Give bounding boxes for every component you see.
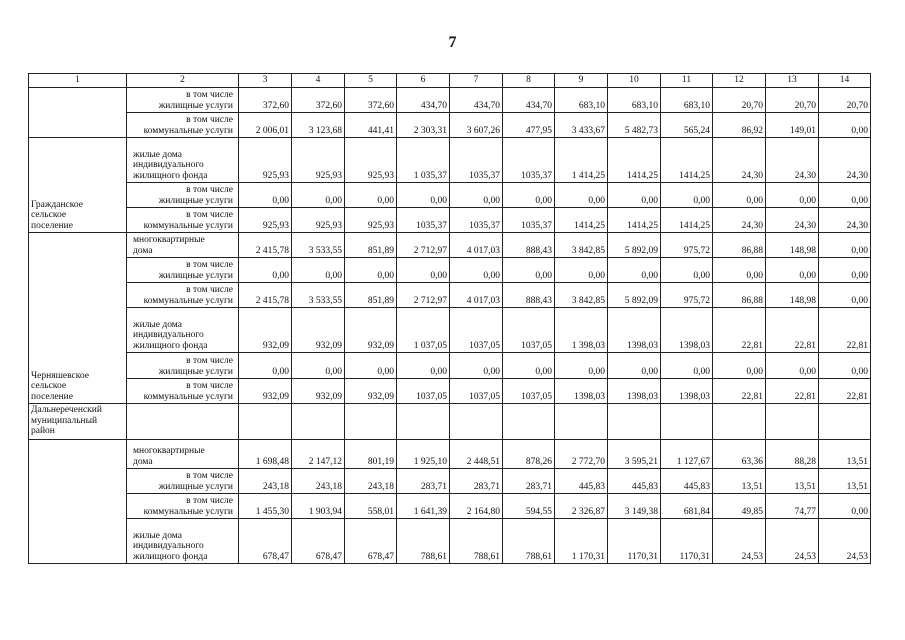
value-cell: 24,53 — [766, 519, 819, 564]
value-cell: 24,30 — [713, 138, 766, 183]
value-cell: 683,10 — [661, 88, 713, 113]
value-cell: 24,30 — [766, 138, 819, 183]
category-label-line: жилищные услуги — [158, 195, 233, 206]
category-label-line: жилые дома — [133, 319, 182, 330]
value-cell: 0,00 — [450, 258, 503, 283]
table-row — [29, 138, 871, 183]
value-cell: 788,61 — [397, 519, 450, 564]
category-label — [127, 308, 239, 353]
value-cell: 20,70 — [819, 88, 871, 113]
value-cell: 683,10 — [608, 88, 661, 113]
category-label-line: жилищного фонда — [133, 340, 208, 351]
category-label — [127, 404, 239, 440]
value-cell: 283,71 — [450, 469, 503, 494]
value-cell: 3 607,26 — [450, 113, 503, 138]
table-row — [29, 404, 871, 440]
value-cell: 372,60 — [345, 88, 397, 113]
value-cell: 0,00 — [766, 258, 819, 283]
value-cell: 86,88 — [713, 233, 766, 258]
value-cell — [292, 404, 345, 440]
value-cell: 5 482,73 — [608, 113, 661, 138]
value-cell: 24,53 — [713, 519, 766, 564]
value-cell: 1398,03 — [661, 308, 713, 353]
value-cell: 477,95 — [503, 113, 555, 138]
value-cell: 0,00 — [450, 353, 503, 379]
settlement-name-line: Гражданское — [31, 199, 83, 210]
value-cell: 3 533,55 — [292, 283, 345, 308]
value-cell: 0,00 — [239, 183, 292, 208]
column-header-9: 9 — [555, 74, 608, 88]
value-cell: 788,61 — [450, 519, 503, 564]
value-cell: 445,83 — [608, 469, 661, 494]
value-cell: 0,00 — [819, 233, 871, 258]
value-cell: 0,00 — [608, 183, 661, 208]
value-cell: 0,00 — [661, 183, 713, 208]
value-cell: 932,09 — [345, 379, 397, 404]
value-cell: 0,00 — [239, 258, 292, 283]
value-cell: 1 035,37 — [397, 138, 450, 183]
category-label-line: в том числе — [186, 115, 233, 125]
value-cell: 372,60 — [292, 88, 345, 113]
column-header-7: 7 — [450, 74, 503, 88]
column-header-10: 10 — [608, 74, 661, 88]
category-label-line: жилые дома — [133, 530, 182, 541]
value-cell: 932,09 — [239, 308, 292, 353]
table-row — [29, 519, 871, 564]
column-header-5: 5 — [345, 74, 397, 88]
value-cell: 3 842,85 — [555, 233, 608, 258]
category-label-line: в том числе — [186, 210, 233, 220]
value-cell: 1414,25 — [555, 208, 608, 233]
table-row — [29, 469, 871, 494]
value-cell: 148,98 — [766, 233, 819, 258]
value-cell: 243,18 — [239, 469, 292, 494]
category-label — [127, 519, 239, 564]
value-cell: 2 147,12 — [292, 440, 345, 469]
value-cell: 24,30 — [819, 138, 871, 183]
value-cell: 2 448,51 — [450, 440, 503, 469]
value-cell: 0,00 — [766, 353, 819, 379]
value-cell: 678,47 — [239, 519, 292, 564]
value-cell — [766, 404, 819, 440]
value-cell: 888,43 — [503, 283, 555, 308]
value-cell: 925,93 — [239, 138, 292, 183]
value-cell: 0,00 — [555, 258, 608, 283]
value-cell: 0,00 — [292, 183, 345, 208]
category-label-line: в том числе — [186, 185, 233, 195]
value-cell: 1037,05 — [503, 308, 555, 353]
category-label-line: многоквартирные — [133, 446, 205, 456]
value-cell: 3 433,67 — [555, 113, 608, 138]
value-cell: 2 164,80 — [450, 494, 503, 519]
category-label — [127, 469, 239, 494]
value-cell — [819, 404, 871, 440]
value-cell: 1 398,03 — [555, 308, 608, 353]
category-label-line: жилищные услуги — [158, 481, 233, 492]
category-label-line: дома — [133, 456, 153, 467]
category-label — [127, 233, 239, 258]
value-cell: 1035,37 — [503, 138, 555, 183]
value-cell: 2 326,87 — [555, 494, 608, 519]
table-row — [29, 308, 871, 353]
settlement-name-line: Дальнереченский — [31, 405, 102, 415]
value-cell: 0,00 — [713, 353, 766, 379]
value-cell: 3 533,55 — [292, 233, 345, 258]
value-cell: 13,51 — [713, 469, 766, 494]
value-cell: 975,72 — [661, 233, 713, 258]
value-cell: 5 892,09 — [608, 283, 661, 308]
value-cell: 0,00 — [345, 353, 397, 379]
value-cell: 148,98 — [766, 283, 819, 308]
value-cell: 0,00 — [713, 183, 766, 208]
value-cell: 24,53 — [819, 519, 871, 564]
category-label-line: в том числе — [186, 260, 233, 270]
category-label — [127, 183, 239, 208]
settlement-name-line: район — [31, 426, 55, 436]
value-cell — [555, 404, 608, 440]
category-label-line: коммунальные услуги — [143, 220, 233, 231]
category-label-line: индивидуального — [133, 160, 204, 170]
value-cell: 2 006,01 — [239, 113, 292, 138]
value-cell: 243,18 — [292, 469, 345, 494]
value-cell: 1414,25 — [661, 138, 713, 183]
value-cell: 1398,03 — [555, 379, 608, 404]
value-cell: 22,81 — [713, 379, 766, 404]
value-cell: 434,70 — [397, 88, 450, 113]
value-cell: 0,00 — [819, 494, 871, 519]
category-label-line: в том числе — [186, 496, 233, 506]
value-cell: 0,00 — [661, 258, 713, 283]
value-cell: 434,70 — [450, 88, 503, 113]
category-label-line: в том числе — [186, 381, 233, 391]
value-cell: 2 712,97 — [397, 233, 450, 258]
table-row — [29, 88, 871, 113]
value-cell: 1170,31 — [608, 519, 661, 564]
value-cell — [345, 404, 397, 440]
value-cell: 3 595,21 — [608, 440, 661, 469]
column-header-11: 11 — [661, 74, 713, 88]
value-cell: 74,77 — [766, 494, 819, 519]
value-cell: 0,00 — [503, 258, 555, 283]
column-header-4: 4 — [292, 74, 345, 88]
value-cell: 445,83 — [555, 469, 608, 494]
value-cell — [450, 404, 503, 440]
settlement-name-line: муниципальный — [31, 415, 98, 426]
table-row — [29, 283, 871, 308]
value-cell: 1 037,05 — [397, 308, 450, 353]
category-label-line: в том числе — [186, 471, 233, 481]
value-cell: 1414,25 — [608, 208, 661, 233]
category-label-line: жилищные услуги — [158, 366, 233, 377]
value-cell: 678,47 — [292, 519, 345, 564]
value-cell: 24,30 — [766, 208, 819, 233]
value-cell: 22,81 — [819, 308, 871, 353]
category-label-line: в том числе — [186, 285, 233, 295]
column-header-14: 14 — [819, 74, 871, 88]
table-row — [29, 233, 871, 258]
table-row — [29, 353, 871, 379]
value-cell: 22,81 — [819, 379, 871, 404]
value-cell: 878,26 — [503, 440, 555, 469]
value-cell — [713, 404, 766, 440]
value-cell: 801,19 — [345, 440, 397, 469]
category-label — [127, 113, 239, 138]
value-cell: 1037,05 — [450, 379, 503, 404]
value-cell: 1037,05 — [503, 379, 555, 404]
table-row — [29, 113, 871, 138]
value-cell: 1 698,48 — [239, 440, 292, 469]
value-cell: 932,09 — [292, 379, 345, 404]
value-cell: 24,30 — [713, 208, 766, 233]
column-header-12: 12 — [713, 74, 766, 88]
value-cell: 88,28 — [766, 440, 819, 469]
value-cell: 925,93 — [345, 138, 397, 183]
value-cell: 86,88 — [713, 283, 766, 308]
table-row — [29, 183, 871, 208]
category-label — [127, 379, 239, 404]
value-cell: 1398,03 — [608, 308, 661, 353]
category-label-line: коммунальные услуги — [143, 506, 233, 517]
settlement-name-line: поселение — [31, 391, 73, 402]
value-cell: 0,00 — [239, 353, 292, 379]
value-cell: 22,81 — [713, 308, 766, 353]
value-cell: 975,72 — [661, 283, 713, 308]
column-header-2: 2 — [127, 74, 239, 88]
category-label-line: коммунальные услуги — [143, 295, 233, 306]
value-cell: 0,00 — [608, 353, 661, 379]
value-cell: 1035,37 — [397, 208, 450, 233]
category-label-line: индивидуального — [133, 330, 204, 340]
value-cell: 851,89 — [345, 283, 397, 308]
settlement-name — [29, 404, 127, 440]
value-cell: 0,00 — [397, 183, 450, 208]
value-cell: 1 127,67 — [661, 440, 713, 469]
value-cell: 0,00 — [503, 183, 555, 208]
category-label — [127, 138, 239, 183]
value-cell: 0,00 — [819, 283, 871, 308]
column-header-8: 8 — [503, 74, 555, 88]
value-cell: 2 772,70 — [555, 440, 608, 469]
value-cell: 13,51 — [819, 440, 871, 469]
value-cell: 1 903,94 — [292, 494, 345, 519]
category-label-line: в том числе — [186, 356, 233, 366]
value-cell: 0,00 — [345, 258, 397, 283]
value-cell: 5 892,09 — [608, 233, 661, 258]
value-cell: 565,24 — [661, 113, 713, 138]
value-cell: 558,01 — [345, 494, 397, 519]
value-cell: 1 414,25 — [555, 138, 608, 183]
value-cell: 1170,31 — [661, 519, 713, 564]
value-cell: 678,47 — [345, 519, 397, 564]
value-cell: 283,71 — [503, 469, 555, 494]
value-cell: 0,00 — [819, 258, 871, 283]
settlement-name — [29, 440, 127, 564]
value-cell: 20,70 — [713, 88, 766, 113]
category-label — [127, 208, 239, 233]
value-cell: 13,51 — [766, 469, 819, 494]
settlement-name — [29, 138, 127, 233]
value-cell: 0,00 — [397, 258, 450, 283]
settlement-name — [29, 233, 127, 404]
value-cell: 22,81 — [766, 379, 819, 404]
category-label-line: жилые дома — [133, 149, 182, 160]
settlement-name-line: Черняшевское — [31, 370, 89, 381]
value-cell: 681,84 — [661, 494, 713, 519]
value-cell: 0,00 — [503, 353, 555, 379]
value-cell: 13,51 — [819, 469, 871, 494]
value-cell: 0,00 — [555, 353, 608, 379]
value-cell: 4 017,03 — [450, 283, 503, 308]
value-cell: 22,81 — [766, 308, 819, 353]
value-cell: 0,00 — [819, 353, 871, 379]
category-label-line: жилищные услуги — [158, 270, 233, 281]
value-cell: 1 170,31 — [555, 519, 608, 564]
value-cell: 243,18 — [345, 469, 397, 494]
value-cell: 788,61 — [503, 519, 555, 564]
value-cell: 683,10 — [555, 88, 608, 113]
value-cell: 1414,25 — [608, 138, 661, 183]
value-cell — [397, 404, 450, 440]
value-cell: 932,09 — [292, 308, 345, 353]
value-cell: 0,00 — [345, 183, 397, 208]
value-cell: 1035,37 — [503, 208, 555, 233]
value-cell: 1037,05 — [450, 308, 503, 353]
value-cell: 1398,03 — [661, 379, 713, 404]
category-label-line: коммунальные услуги — [143, 391, 233, 402]
value-cell: 925,93 — [292, 208, 345, 233]
value-cell: 925,93 — [239, 208, 292, 233]
value-cell: 925,93 — [345, 208, 397, 233]
value-cell: 20,70 — [766, 88, 819, 113]
category-label — [127, 494, 239, 519]
category-label-line: жилищные услуги — [158, 100, 233, 111]
value-cell: 2 303,31 — [397, 113, 450, 138]
value-cell: 0,00 — [661, 353, 713, 379]
table-body — [29, 88, 871, 564]
value-cell: 925,93 — [292, 138, 345, 183]
value-cell: 3 123,68 — [292, 113, 345, 138]
value-cell: 2 712,97 — [397, 283, 450, 308]
settlement-name-line: поселение — [31, 220, 73, 231]
value-cell: 0,00 — [450, 183, 503, 208]
category-label — [127, 283, 239, 308]
value-cell: 49,85 — [713, 494, 766, 519]
table-row — [29, 494, 871, 519]
value-cell: 0,00 — [292, 258, 345, 283]
value-cell: 888,43 — [503, 233, 555, 258]
category-label-line: жилищного фонда — [133, 170, 208, 181]
value-cell: 0,00 — [766, 183, 819, 208]
value-cell: 0,00 — [397, 353, 450, 379]
value-cell: 3 842,85 — [555, 283, 608, 308]
tariff-table — [28, 73, 871, 564]
value-cell: 2 415,78 — [239, 283, 292, 308]
table-row — [29, 208, 871, 233]
column-header-13: 13 — [766, 74, 819, 88]
category-label-line: жилищного фонда — [133, 551, 208, 562]
value-cell: 86,92 — [713, 113, 766, 138]
value-cell: 0,00 — [608, 258, 661, 283]
value-cell: 1414,25 — [661, 208, 713, 233]
value-cell: 0,00 — [819, 183, 871, 208]
value-cell: 0,00 — [713, 258, 766, 283]
settlement-name-line: сельское — [31, 210, 67, 220]
value-cell: 594,55 — [503, 494, 555, 519]
value-cell: 1398,03 — [608, 379, 661, 404]
value-cell: 441,41 — [345, 113, 397, 138]
value-cell: 63,36 — [713, 440, 766, 469]
table-row — [29, 379, 871, 404]
value-cell: 283,71 — [397, 469, 450, 494]
category-label — [127, 353, 239, 379]
category-label-line: дома — [133, 245, 153, 256]
category-label-line: коммунальные услуги — [143, 125, 233, 136]
value-cell: 0,00 — [819, 113, 871, 138]
category-label-line: многоквартирные — [133, 235, 205, 245]
value-cell — [608, 404, 661, 440]
value-cell: 1037,05 — [397, 379, 450, 404]
page-number: 7 — [448, 34, 457, 51]
column-header-3: 3 — [239, 74, 292, 88]
value-cell — [661, 404, 713, 440]
value-cell: 4 017,03 — [450, 233, 503, 258]
category-label — [127, 258, 239, 283]
table-row — [29, 258, 871, 283]
category-label-line: индивидуального — [133, 541, 204, 551]
category-label — [127, 440, 239, 469]
value-cell: 1 925,10 — [397, 440, 450, 469]
value-cell: 1035,37 — [450, 208, 503, 233]
value-cell: 3 149,38 — [608, 494, 661, 519]
column-header-6: 6 — [397, 74, 450, 88]
value-cell — [503, 404, 555, 440]
value-cell: 372,60 — [239, 88, 292, 113]
header-row — [29, 74, 871, 88]
value-cell: 851,89 — [345, 233, 397, 258]
value-cell: 1 641,39 — [397, 494, 450, 519]
value-cell: 932,09 — [239, 379, 292, 404]
value-cell: 434,70 — [503, 88, 555, 113]
table-row — [29, 440, 871, 469]
column-header-1: 1 — [29, 74, 127, 88]
value-cell: 445,83 — [661, 469, 713, 494]
value-cell: 0,00 — [292, 353, 345, 379]
value-cell: 24,30 — [819, 208, 871, 233]
value-cell: 2 415,78 — [239, 233, 292, 258]
value-cell: 932,09 — [345, 308, 397, 353]
settlement-name-line: сельское — [31, 381, 67, 391]
value-cell — [239, 404, 292, 440]
category-label-line: в том числе — [186, 90, 233, 100]
value-cell: 1 455,30 — [239, 494, 292, 519]
value-cell: 1035,37 — [450, 138, 503, 183]
value-cell: 0,00 — [555, 183, 608, 208]
category-label — [127, 88, 239, 113]
value-cell: 149,01 — [766, 113, 819, 138]
settlement-name — [29, 88, 127, 138]
